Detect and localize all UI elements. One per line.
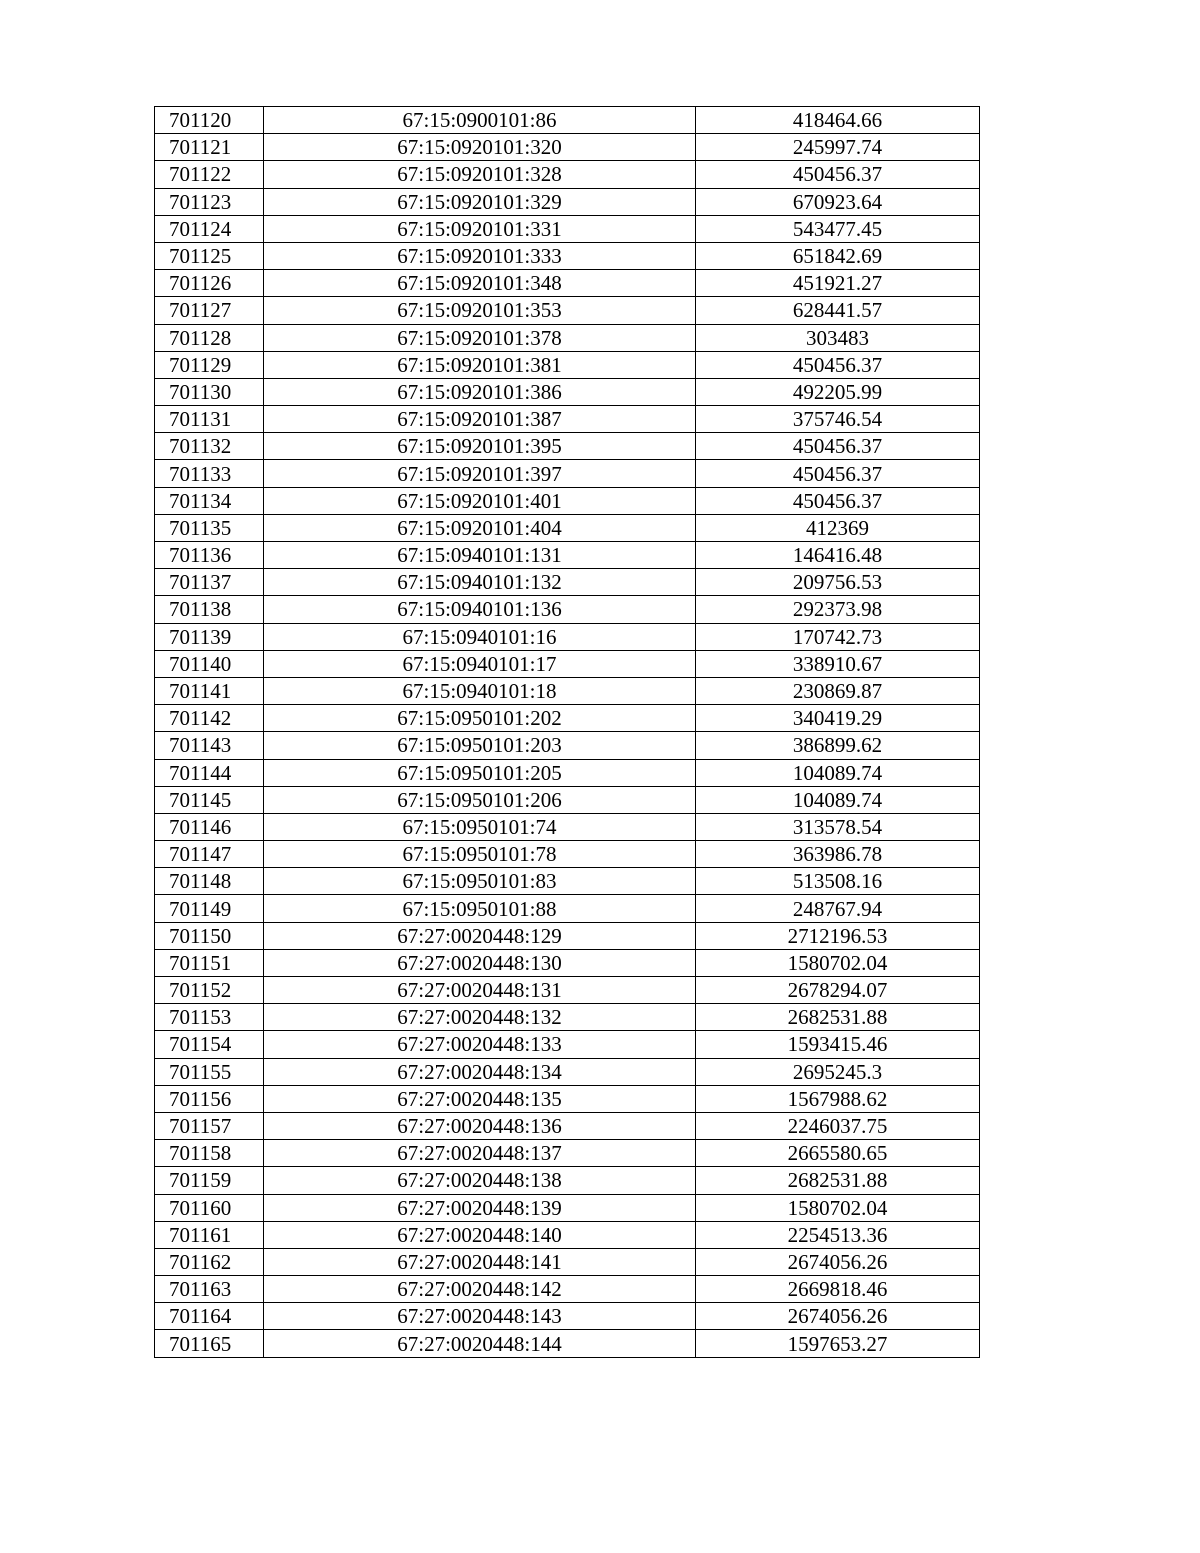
cadastral-number-cell: 67:27:0020448:137 — [264, 1140, 696, 1167]
row-number-cell: 701152 — [155, 977, 264, 1004]
row-number-cell: 701140 — [155, 650, 264, 677]
value-cell: 104089.74 — [696, 786, 980, 813]
cadastral-number-cell: 67:15:0950101:206 — [264, 786, 696, 813]
cadastral-number-cell: 67:15:0950101:202 — [264, 705, 696, 732]
value-cell: 628441.57 — [696, 297, 980, 324]
value-cell: 1580702.04 — [696, 949, 980, 976]
value-cell: 450456.37 — [696, 460, 980, 487]
cadastral-number-cell: 67:27:0020448:144 — [264, 1330, 696, 1357]
cadastral-number-cell: 67:15:0940101:18 — [264, 677, 696, 704]
table-row — [155, 1167, 980, 1194]
cadastral-number-cell: 67:27:0020448:130 — [264, 949, 696, 976]
row-number-cell: 701163 — [155, 1276, 264, 1303]
table-row — [155, 1248, 980, 1275]
table-row — [155, 841, 980, 868]
row-number-cell: 701164 — [155, 1303, 264, 1330]
value-cell: 651842.69 — [696, 242, 980, 269]
row-number-cell: 701143 — [155, 732, 264, 759]
value-cell: 375746.54 — [696, 406, 980, 433]
table-row — [155, 1004, 980, 1031]
row-number-cell: 701155 — [155, 1058, 264, 1085]
table-row — [155, 460, 980, 487]
value-cell: 418464.66 — [696, 107, 980, 134]
cadastral-number-cell: 67:15:0920101:353 — [264, 297, 696, 324]
value-cell: 2674056.26 — [696, 1303, 980, 1330]
table-row — [155, 542, 980, 569]
row-number-cell: 701129 — [155, 351, 264, 378]
value-cell: 338910.67 — [696, 650, 980, 677]
cadastral-number-cell: 67:15:0940101:16 — [264, 623, 696, 650]
cadastral-number-cell: 67:15:0920101:386 — [264, 378, 696, 405]
value-cell: 313578.54 — [696, 813, 980, 840]
cadastral-number-cell: 67:27:0020448:132 — [264, 1004, 696, 1031]
cadastral-number-cell: 67:27:0020448:136 — [264, 1112, 696, 1139]
table-row — [155, 759, 980, 786]
row-number-cell: 701156 — [155, 1085, 264, 1112]
table-row — [155, 1112, 980, 1139]
value-cell: 1580702.04 — [696, 1194, 980, 1221]
row-number-cell: 701141 — [155, 677, 264, 704]
row-number-cell: 701139 — [155, 623, 264, 650]
row-number-cell: 701132 — [155, 433, 264, 460]
cadastral-number-cell: 67:15:0900101:86 — [264, 107, 696, 134]
cadastral-number-cell: 67:15:0920101:320 — [264, 134, 696, 161]
cadastral-number-cell: 67:27:0020448:134 — [264, 1058, 696, 1085]
table-row — [155, 922, 980, 949]
table-row — [155, 596, 980, 623]
table-row — [155, 297, 980, 324]
value-cell: 451921.27 — [696, 270, 980, 297]
value-cell: 2665580.65 — [696, 1140, 980, 1167]
value-cell: 209756.53 — [696, 569, 980, 596]
value-cell: 2682531.88 — [696, 1004, 980, 1031]
value-cell: 303483 — [696, 324, 980, 351]
table-row — [155, 1194, 980, 1221]
table-row — [155, 650, 980, 677]
table-row — [155, 1031, 980, 1058]
table-row — [155, 949, 980, 976]
row-number-cell: 701137 — [155, 569, 264, 596]
row-number-cell: 701127 — [155, 297, 264, 324]
cadastral-number-cell: 67:15:0920101:348 — [264, 270, 696, 297]
cadastral-number-cell: 67:27:0020448:135 — [264, 1085, 696, 1112]
cadastral-number-cell: 67:15:0920101:401 — [264, 487, 696, 514]
table-row — [155, 215, 980, 242]
value-cell: 2695245.3 — [696, 1058, 980, 1085]
table-row — [155, 677, 980, 704]
row-number-cell: 701142 — [155, 705, 264, 732]
cadastral-number-cell: 67:15:0950101:205 — [264, 759, 696, 786]
row-number-cell: 701121 — [155, 134, 264, 161]
cadastral-number-cell: 67:27:0020448:143 — [264, 1303, 696, 1330]
table-row — [155, 161, 980, 188]
cadastral-number-cell: 67:15:0940101:131 — [264, 542, 696, 569]
cadastral-number-cell: 67:27:0020448:139 — [264, 1194, 696, 1221]
row-number-cell: 701134 — [155, 487, 264, 514]
row-number-cell: 701133 — [155, 460, 264, 487]
cadastral-number-cell: 67:27:0020448:129 — [264, 922, 696, 949]
table-row — [155, 188, 980, 215]
table-row — [155, 868, 980, 895]
table-row — [155, 895, 980, 922]
row-number-cell: 701154 — [155, 1031, 264, 1058]
table-row — [155, 107, 980, 134]
cadastral-number-cell: 67:27:0020448:142 — [264, 1276, 696, 1303]
value-cell: 248767.94 — [696, 895, 980, 922]
value-cell: 1567988.62 — [696, 1085, 980, 1112]
table-row — [155, 1330, 980, 1357]
row-number-cell: 701128 — [155, 324, 264, 351]
table-row — [155, 813, 980, 840]
cadastral-number-cell: 67:15:0920101:397 — [264, 460, 696, 487]
cadastral-number-cell: 67:27:0020448:133 — [264, 1031, 696, 1058]
table-row — [155, 270, 980, 297]
row-number-cell: 701165 — [155, 1330, 264, 1357]
data-table — [154, 106, 980, 1358]
value-cell: 386899.62 — [696, 732, 980, 759]
value-cell: 450456.37 — [696, 351, 980, 378]
table-row — [155, 242, 980, 269]
table-row — [155, 786, 980, 813]
value-cell: 2674056.26 — [696, 1248, 980, 1275]
table-row — [155, 705, 980, 732]
cadastral-number-cell: 67:15:0940101:136 — [264, 596, 696, 623]
row-number-cell: 701131 — [155, 406, 264, 433]
cadastral-number-cell: 67:15:0950101:203 — [264, 732, 696, 759]
table-row — [155, 1276, 980, 1303]
value-cell: 146416.48 — [696, 542, 980, 569]
value-cell: 450456.37 — [696, 433, 980, 460]
table-row — [155, 351, 980, 378]
cadastral-number-cell: 67:15:0940101:17 — [264, 650, 696, 677]
value-cell: 1593415.46 — [696, 1031, 980, 1058]
value-cell: 450456.37 — [696, 161, 980, 188]
cadastral-number-cell: 67:27:0020448:140 — [264, 1221, 696, 1248]
row-number-cell: 701160 — [155, 1194, 264, 1221]
value-cell: 492205.99 — [696, 378, 980, 405]
table-row — [155, 623, 980, 650]
cadastral-number-cell: 67:15:0950101:74 — [264, 813, 696, 840]
row-number-cell: 701162 — [155, 1248, 264, 1275]
row-number-cell: 701150 — [155, 922, 264, 949]
value-cell: 543477.45 — [696, 215, 980, 242]
table-row — [155, 1085, 980, 1112]
row-number-cell: 701125 — [155, 242, 264, 269]
value-cell: 292373.98 — [696, 596, 980, 623]
value-cell: 2678294.07 — [696, 977, 980, 1004]
value-cell: 670923.64 — [696, 188, 980, 215]
table-row — [155, 134, 980, 161]
cadastral-number-cell: 67:15:0920101:381 — [264, 351, 696, 378]
cadastral-number-cell: 67:15:0920101:329 — [264, 188, 696, 215]
table-row — [155, 569, 980, 596]
value-cell: 2669818.46 — [696, 1276, 980, 1303]
cadastral-number-cell: 67:15:0920101:378 — [264, 324, 696, 351]
row-number-cell: 701123 — [155, 188, 264, 215]
cadastral-number-cell: 67:15:0920101:331 — [264, 215, 696, 242]
row-number-cell: 701126 — [155, 270, 264, 297]
table-row — [155, 1140, 980, 1167]
table-row — [155, 977, 980, 1004]
row-number-cell: 701161 — [155, 1221, 264, 1248]
row-number-cell: 701135 — [155, 514, 264, 541]
row-number-cell: 701149 — [155, 895, 264, 922]
value-cell: 450456.37 — [696, 487, 980, 514]
row-number-cell: 701145 — [155, 786, 264, 813]
row-number-cell: 701151 — [155, 949, 264, 976]
row-number-cell: 701148 — [155, 868, 264, 895]
row-number-cell: 701158 — [155, 1140, 264, 1167]
value-cell: 230869.87 — [696, 677, 980, 704]
cadastral-number-cell: 67:27:0020448:138 — [264, 1167, 696, 1194]
cadastral-number-cell: 67:15:0920101:328 — [264, 161, 696, 188]
row-number-cell: 701136 — [155, 542, 264, 569]
cadastral-number-cell: 67:15:0920101:395 — [264, 433, 696, 460]
row-number-cell: 701122 — [155, 161, 264, 188]
value-cell: 1597653.27 — [696, 1330, 980, 1357]
table-row — [155, 1303, 980, 1330]
row-number-cell: 701147 — [155, 841, 264, 868]
row-number-cell: 701159 — [155, 1167, 264, 1194]
cadastral-number-cell: 67:15:0950101:88 — [264, 895, 696, 922]
table-body — [155, 107, 980, 1358]
value-cell: 363986.78 — [696, 841, 980, 868]
cadastral-number-cell: 67:15:0950101:83 — [264, 868, 696, 895]
row-number-cell: 701130 — [155, 378, 264, 405]
row-number-cell: 701146 — [155, 813, 264, 840]
value-cell: 2246037.75 — [696, 1112, 980, 1139]
table-row — [155, 1221, 980, 1248]
value-cell: 2254513.36 — [696, 1221, 980, 1248]
value-cell: 2712196.53 — [696, 922, 980, 949]
cadastral-number-cell: 67:27:0020448:141 — [264, 1248, 696, 1275]
cadastral-number-cell: 67:15:0920101:387 — [264, 406, 696, 433]
cadastral-number-cell: 67:15:0920101:404 — [264, 514, 696, 541]
cadastral-number-cell: 67:15:0950101:78 — [264, 841, 696, 868]
cadastral-number-cell: 67:27:0020448:131 — [264, 977, 696, 1004]
table-row — [155, 406, 980, 433]
value-cell: 340419.29 — [696, 705, 980, 732]
table-row — [155, 732, 980, 759]
table-row — [155, 487, 980, 514]
table-row — [155, 433, 980, 460]
cadastral-number-cell: 67:15:0920101:333 — [264, 242, 696, 269]
row-number-cell: 701124 — [155, 215, 264, 242]
value-cell: 2682531.88 — [696, 1167, 980, 1194]
value-cell: 245997.74 — [696, 134, 980, 161]
row-number-cell: 701144 — [155, 759, 264, 786]
value-cell: 104089.74 — [696, 759, 980, 786]
row-number-cell: 701138 — [155, 596, 264, 623]
row-number-cell: 701153 — [155, 1004, 264, 1031]
table-row — [155, 1058, 980, 1085]
row-number-cell: 701120 — [155, 107, 264, 134]
row-number-cell: 701157 — [155, 1112, 264, 1139]
table-row — [155, 324, 980, 351]
value-cell: 513508.16 — [696, 868, 980, 895]
table-row — [155, 378, 980, 405]
value-cell: 170742.73 — [696, 623, 980, 650]
cadastral-number-cell: 67:15:0940101:132 — [264, 569, 696, 596]
table-row — [155, 514, 980, 541]
value-cell: 412369 — [696, 514, 980, 541]
